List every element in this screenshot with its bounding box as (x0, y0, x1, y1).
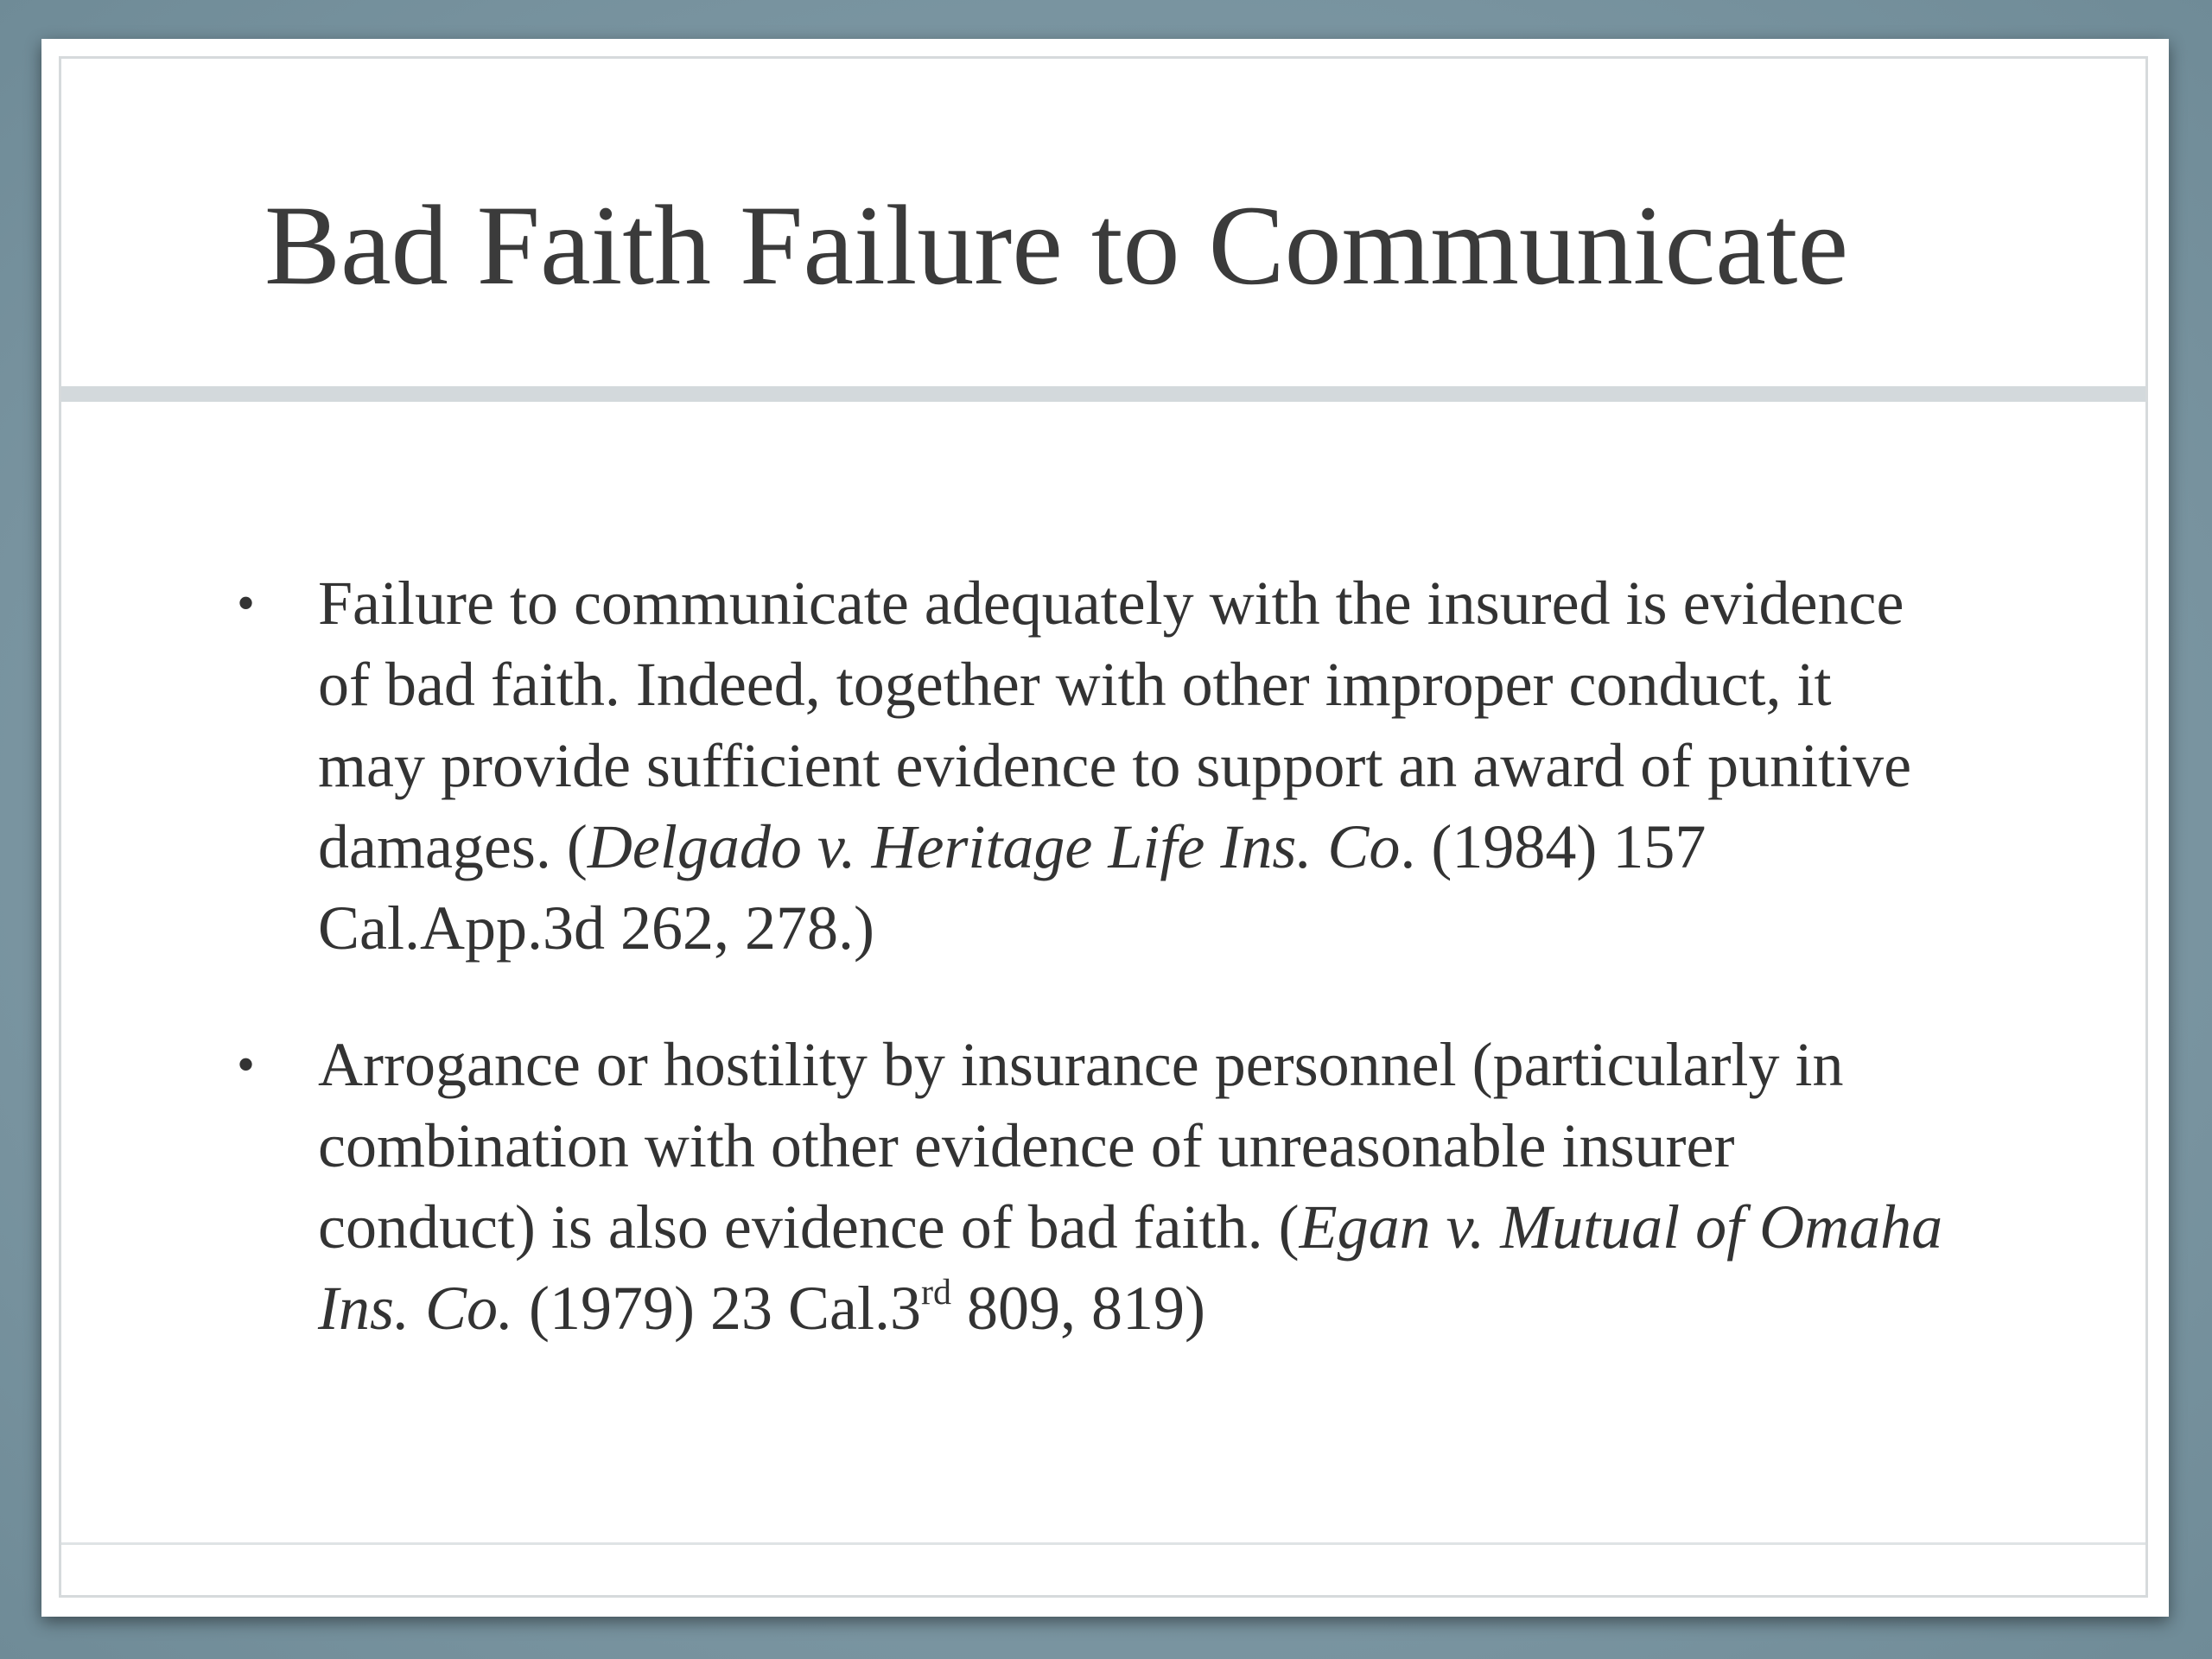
slide (41, 39, 2169, 1617)
slide-title: Bad Faith Failure to Communicate (264, 181, 1849, 308)
bullet-list (237, 563, 1948, 1404)
case-citation-pages: 809, 819) (950, 1274, 1205, 1343)
bullet-text (318, 569, 1911, 963)
footer-divider (61, 1542, 2145, 1545)
bullet-item (237, 563, 1948, 969)
case-citation-name: Delgado v. Heritage Life Ins. Co (587, 812, 1401, 881)
bullet-text-body: Arrogance or hostility by insurance personnel (particularly in combination with other evidence of unreasonable insurer conduct) is also evidence of bad faith. ( (318, 1030, 1844, 1262)
bullet-text (318, 1030, 1942, 1343)
bullet-text-body: Failure to communicate adequately with the insured is evidence of bad faith. Indeed, together with other improper conduct, it may provide sufficient evidence to support an award of punitive damages. ( (318, 569, 1912, 881)
bullet-marker: • (237, 575, 256, 632)
case-citation-name: Egan v. Mutual of Omaha Ins. Co. (318, 1192, 1943, 1343)
title-divider (61, 386, 2145, 402)
bullet-marker: • (237, 1036, 256, 1093)
bullet-item (237, 1024, 1948, 1349)
case-citation-ref: (1979) 23 Cal.3 (513, 1274, 921, 1343)
ordinal-superscript: rd (920, 1273, 951, 1313)
case-citation-ref: . (1984) 157 Cal.App.3d 262, 278.) (318, 812, 1707, 963)
title-area (61, 59, 2145, 422)
